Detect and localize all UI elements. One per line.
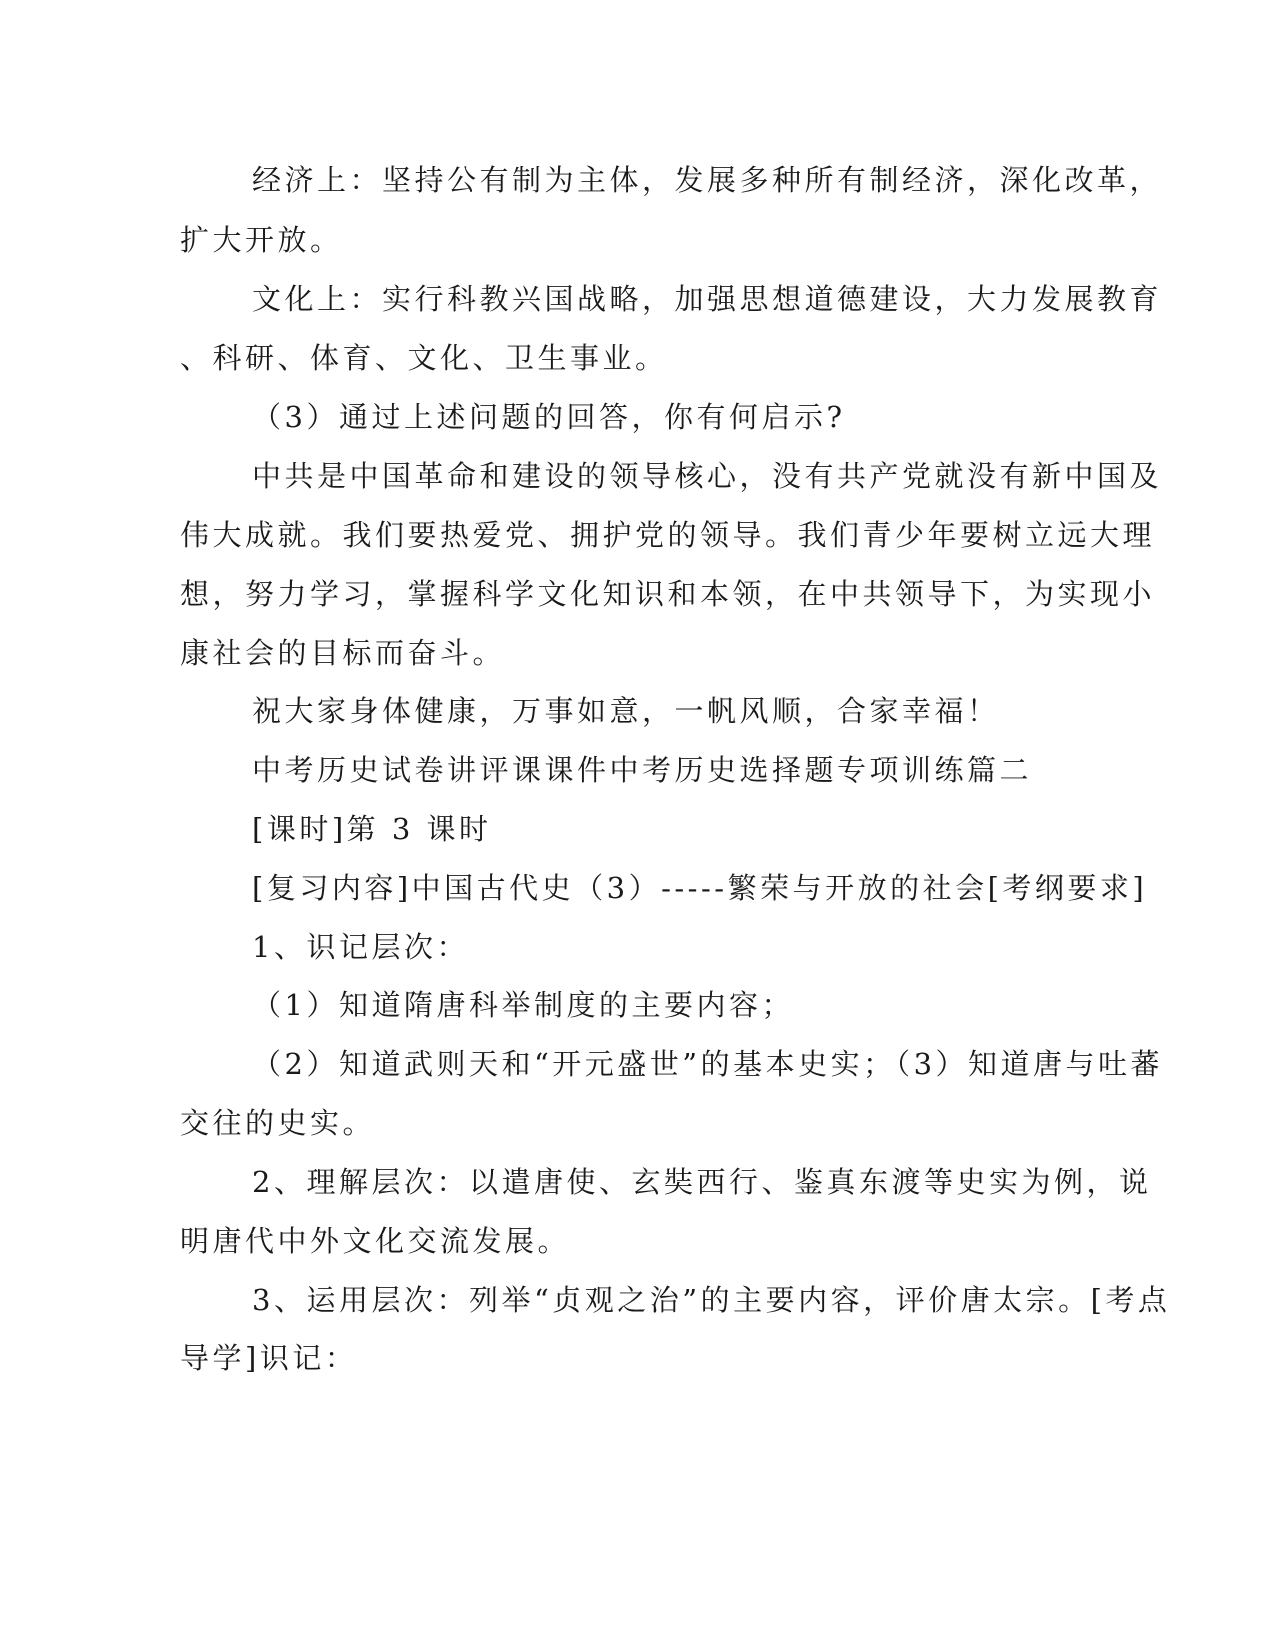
level-apply-line-2: 导学]识记：: [180, 1341, 358, 1375]
level-recall-heading: 1、识记层次：: [252, 930, 469, 964]
wishes-line: 祝大家身体健康，万事如意，一帆风顺，合家幸福！: [252, 694, 1000, 728]
recall-item-2-line-2: 交往的史实。: [180, 1106, 376, 1140]
answer-line-3: 想，努力学习，掌握科学文化知识和本领，在中共领导下，为实现小: [180, 577, 1156, 611]
paragraph-culture-line-1: 文化上：实行科教兴国战略，加强思想道德建设，大力发展教育: [252, 282, 1163, 316]
question-3: （3）通过上述问题的回答，你有何启示?: [252, 400, 846, 434]
section-title: 中考历史试卷讲评课课件中考历史选择题专项训练篇二: [252, 753, 1033, 787]
paragraph-culture-line-2: 、科研、体育、文化、卫生事业。: [180, 341, 668, 375]
answer-line-1: 中共是中国革命和建设的领导核心，没有共产党就没有新中国及: [252, 459, 1163, 493]
level-apply-line-1: 3、运用层次：列举“贞观之治”的主要内容，评价唐太宗。[考点: [252, 1283, 1171, 1317]
level-understand-line-1: 2、理解层次：以遣唐使、玄奘西行、鉴真东渡等史实为例，说: [252, 1165, 1152, 1199]
recall-item-2-line-1: （2）知道武则天和“开元盛世”的基本史实；（3）知道唐与吐蕃: [252, 1047, 1164, 1081]
review-content: [复习内容]中国古代史（3）-----繁荣与开放的社会[考纲要求]: [252, 871, 1148, 905]
lesson-period: [课时]第 3 课时: [252, 812, 492, 846]
answer-line-2: 伟大成就。我们要热爱党、拥护党的领导。我们青少年要树立远大理: [180, 518, 1156, 552]
paragraph-economy-line-1: 经济上：坚持公有制为主体，发展多种所有制经济，深化改革，: [252, 163, 1163, 197]
recall-item-1: （1）知道隋唐科举制度的主要内容；: [252, 988, 794, 1022]
level-understand-line-2: 明唐代中外文化交流发展。: [180, 1224, 571, 1258]
answer-line-4: 康社会的目标而奋斗。: [180, 636, 506, 670]
paragraph-economy-line-2: 扩大开放。: [180, 223, 343, 257]
